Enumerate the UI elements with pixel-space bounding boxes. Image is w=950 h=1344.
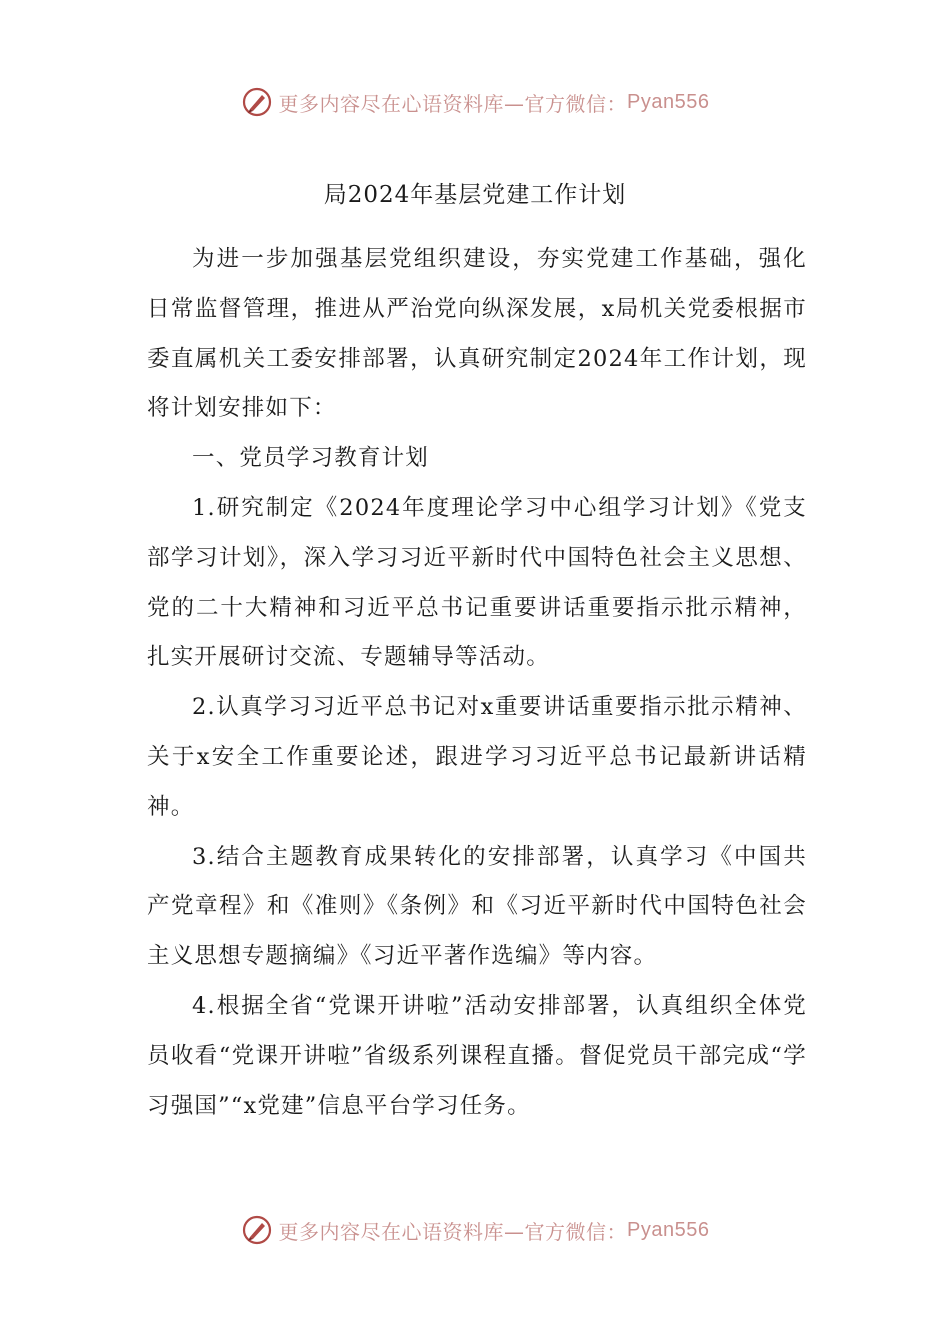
pen-logo-icon — [241, 86, 273, 118]
watermark-wechat-id: Pyan556 — [627, 1218, 710, 1241]
document-title: 局2024年基层党建工作计划 — [323, 182, 627, 208]
pen-logo-icon — [241, 1214, 273, 1246]
section-heading: 一、党员学习教育计划 — [192, 445, 430, 472]
paragraph-item-1: 1.研究制定《2024年度理论学习中心组学习计划》《党支部学习计划》，深入学习习近平新时代中国特色社会主义思想、党的二十大精神和习近平总书记重要讲话重要指示批示精神，扎实开展研讨交流、专题辅导等活动。 — [147, 494, 807, 671]
footer-watermark — [0, 1214, 950, 1246]
paragraph-intro: 为进一步加强基层党组织建设，夯实党建工作基础，强化日常监督管理，推进从严治党向纵深发展，x局机关党委根据市委直属机关工委安排部署，认真研究制定2024年工作计划，现将计划安排如下： — [147, 246, 807, 422]
paragraph-item-4: 4.根据全省“党课开讲啦”活动安排部署，认真组织全体党员收看“党课开讲啦”省级系列课程直播。督促党员干部完成“学习强国”“x党建”信息平台学习任务。 — [147, 992, 807, 1119]
watermark-wechat-id: Pyan556 — [627, 90, 710, 113]
paragraph-item-2: 2.认真学习习近平总书记对x重要讲话重要指示批示精神、关于x安全工作重要论述，跟进学习习近平总书记最新讲话精神。 — [147, 694, 807, 820]
watermark-text: 更多内容尽在心语资料库—官方微信： — [278, 1219, 628, 1244]
paragraph-item-3: 3.结合主题教育成果转化的安排部署，认真学习《中国共产党章程》和《准则》《条例》和《习近平新时代中国特色社会主义思想专题摘编》《习近平著作选编》等内容。 — [147, 843, 807, 970]
watermark-text: 更多内容尽在心语资料库—官方微信： — [278, 91, 628, 116]
header-watermark — [0, 86, 950, 118]
document-body — [147, 235, 807, 1131]
